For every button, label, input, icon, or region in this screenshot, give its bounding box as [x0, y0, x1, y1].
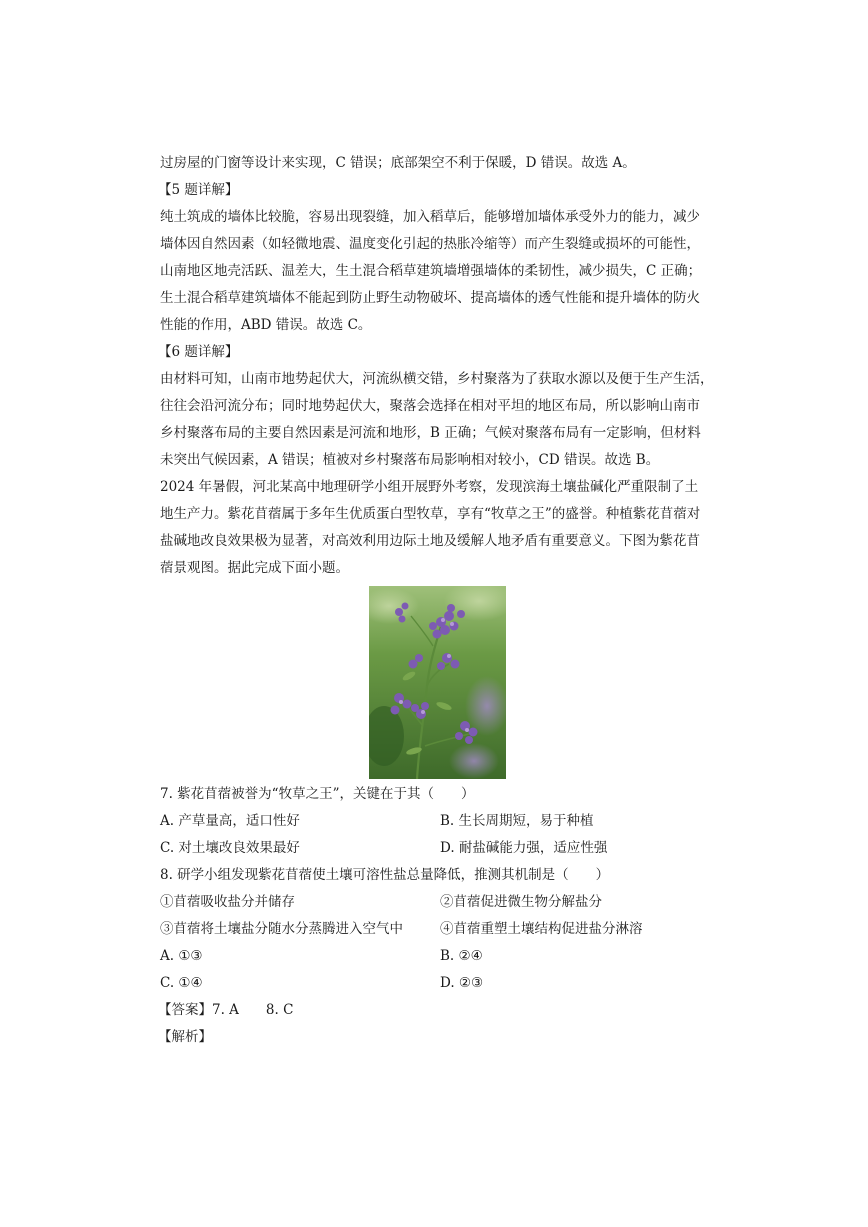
statement-3: ③苜蓿将土壤盐分随水分蒸腾进入空气中	[160, 921, 403, 937]
question-7-options-row-1	[160, 808, 720, 835]
analysis-heading: 【解析】	[158, 1029, 212, 1045]
text-line: 2024 年暑假，河北某高中地理研学小组开展野外考察，发现滨海土壤盐碱化严重限制了土	[160, 479, 699, 495]
text-line: 蓿景观图。据此完成下面小题。	[160, 560, 349, 576]
alfalfa-photo	[369, 586, 506, 779]
option-c: C. 对土壤改良效果最好	[160, 840, 300, 856]
statement-2: ②苜蓿促进微生物分解盐分	[440, 894, 602, 910]
option-b: B. ②④	[440, 948, 483, 964]
question-7-stem: 7. 紫花苜蓿被誉为“牧草之王”，关键在于其（ ）	[160, 786, 475, 802]
question-8-options-row-2	[160, 970, 720, 997]
question-7-options-row-2	[160, 835, 720, 862]
question-8-statements-row-1	[160, 889, 720, 916]
document-body	[160, 150, 720, 1051]
text-line: 墙体因自然因素（如轻微地震、温度变化引起的热胀冷缩等）而产生裂缝或损坏的可能性，	[160, 236, 700, 252]
question-8-statements-row-2	[160, 916, 720, 943]
text-line: 山南地区地壳活跃、温差大，生土混合稻草建筑墙增强墙体的柔韧性，减少损失，C 正确；	[160, 263, 702, 279]
option-d: D. ②③	[440, 975, 484, 991]
text-line: 往往会沿河流分布；同时地势起伏大，聚落会选择在相对平坦的地区布局，所以影响山南市	[160, 398, 700, 414]
question-8-options-row-1	[160, 943, 720, 970]
text-line: 性能的作用，ABD 错误。故选 C。	[160, 317, 372, 333]
section-heading-6: 【6 题详解】	[158, 344, 239, 360]
option-a: A. ①③	[160, 948, 203, 964]
text-line: 生土混合稻草建筑墙体不能起到防止野生动物破坏、提高墙体的透气性能和提升墙体的防火	[160, 290, 700, 306]
text-line: 盐碱地改良效果极为显著，对高效利用边际土地及缓解人地矛盾有重要意义。下图为紫花苜	[160, 533, 700, 549]
option-c: C. ①④	[160, 975, 203, 991]
text-line: 由材料可知，山南市地势起伏大，河流纵横交错，乡村聚落为了获取水源以及便于生产生活，	[160, 371, 714, 387]
text-line: 纯土筑成的墙体比较脆，容易出现裂缝，加入稻草后，能够增加墙体承受外力的能力，减少	[160, 209, 700, 225]
option-a: A. 产草量高，适口性好	[160, 813, 300, 829]
text-line: 过房屋的门窗等设计来实现，C 错误；底部架空不利于保暖，D 错误。故选 A。	[160, 155, 636, 171]
option-d: D. 耐盐碱能力强，适应性强	[440, 840, 608, 856]
text-line: 地生产力。紫花苜蓿属于多年生优质蛋白型牧草，享有“牧草之王”的盛誉。种植紫花苜蓿对	[160, 506, 701, 522]
text-line: 乡村聚落布局的主要自然因素是河流和地形，B 正确；气候对聚落布局有一定影响，但材料	[160, 425, 701, 441]
section-heading-5: 【5 题详解】	[158, 182, 239, 198]
statement-4: ④苜蓿重塑土壤结构促进盐分淋溶	[440, 921, 643, 937]
option-b: B. 生长周期短，易于种植	[440, 813, 594, 829]
question-8-stem: 8. 研学小组发现紫花苜蓿使土壤可溶性盐总量降低，推测其机制是（ ）	[160, 867, 610, 883]
statement-1: ①苜蓿吸收盐分并储存	[160, 894, 295, 910]
answer-line: 【答案】7. A 8. C	[158, 1002, 294, 1018]
text-line: 未突出气候因素，A 错误；植被对乡村聚落布局影响相对较小，CD 错误。故选 B。	[160, 452, 660, 468]
